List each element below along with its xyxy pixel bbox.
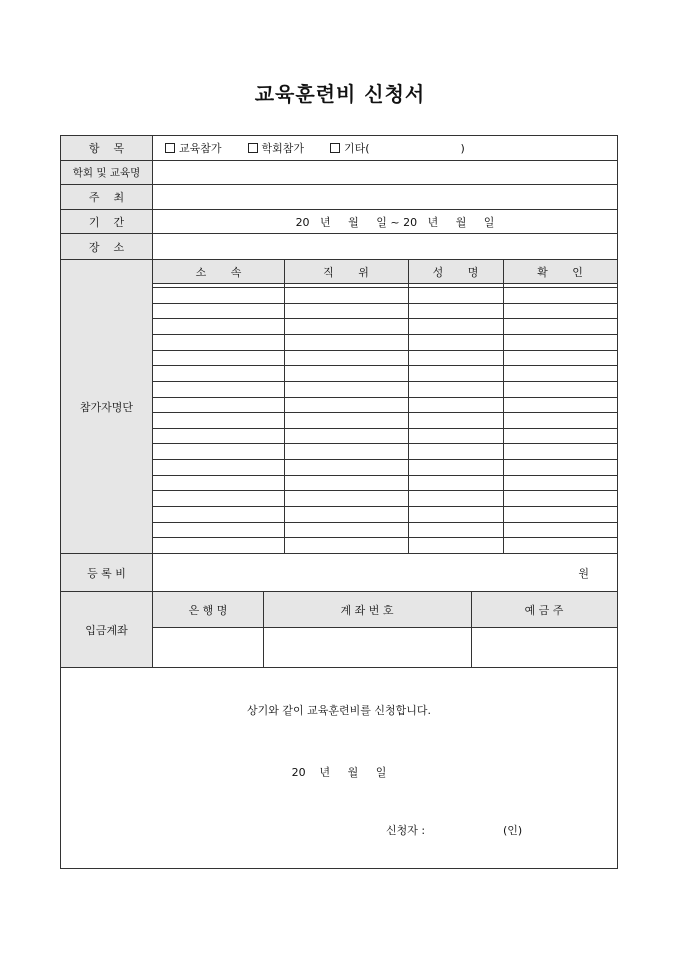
table-row[interactable] — [153, 522, 617, 523]
place-label: 장 소 — [61, 234, 153, 259]
place-field[interactable] — [153, 234, 617, 259]
host-row — [61, 185, 617, 210]
participants-label: 참가자명단 — [61, 260, 153, 554]
bank-field[interactable] — [153, 628, 263, 667]
table-row[interactable] — [153, 459, 617, 460]
conference-field[interactable] — [153, 161, 617, 184]
place-row — [61, 234, 617, 260]
table-row[interactable] — [153, 490, 617, 491]
header-account-number: 계 좌 번 호 — [340, 603, 394, 617]
participants-header — [153, 260, 617, 284]
checkbox-icon[interactable] — [165, 143, 175, 153]
seal-mark: (인) — [503, 824, 523, 837]
table-row[interactable] — [153, 381, 617, 382]
header-bank: 은 행 명 — [188, 603, 228, 617]
table-row[interactable] — [153, 287, 617, 288]
declaration — [61, 668, 617, 868]
page-title: 교육훈련비 신청서 — [254, 82, 426, 106]
registration-row — [61, 554, 617, 592]
header-depositor: 예 금 주 — [524, 603, 564, 617]
table-row[interactable] — [153, 334, 617, 335]
period-field[interactable] — [153, 210, 617, 233]
participants-table — [153, 260, 617, 554]
checkbox-education[interactable]: 교육참가 — [153, 140, 222, 156]
item-label: 항 목 — [61, 136, 153, 160]
checkbox-icon[interactable] — [248, 143, 258, 153]
account-header — [153, 592, 617, 628]
host-label: 주 최 — [61, 185, 153, 209]
account-number-field[interactable] — [263, 628, 471, 667]
header-affiliation: 소 속 — [195, 265, 242, 279]
depositor-field[interactable] — [471, 628, 617, 667]
applicant-label: 신청자 : — [386, 824, 426, 837]
account-row — [61, 592, 617, 668]
table-row[interactable] — [153, 303, 617, 304]
table-row[interactable] — [153, 318, 617, 319]
header-name: 성 명 — [432, 265, 479, 279]
won-unit: 원 — [578, 566, 589, 580]
application-form — [60, 135, 618, 869]
registration-label: 등 록 비 — [61, 554, 153, 591]
host-field[interactable] — [153, 185, 617, 209]
item-row — [61, 136, 617, 161]
table-row[interactable] — [153, 365, 617, 366]
period-label: 기 간 — [61, 210, 153, 233]
table-row[interactable] — [153, 412, 617, 413]
declaration-date: 20 년 월 일 — [291, 766, 387, 779]
period-row — [61, 210, 617, 234]
table-row[interactable] — [153, 443, 617, 444]
item-options — [153, 136, 617, 160]
header-confirm: 확 인 — [537, 265, 583, 279]
header-position: 직 위 — [323, 265, 369, 279]
checkbox-icon[interactable] — [330, 143, 340, 153]
table-row[interactable] — [153, 506, 617, 507]
table-row[interactable] — [153, 537, 617, 538]
table-row[interactable] — [153, 350, 617, 351]
table-row[interactable] — [153, 428, 617, 429]
checkbox-conference[interactable]: 학회참가 — [236, 140, 305, 156]
conference-row — [61, 161, 617, 185]
table-row[interactable] — [153, 475, 617, 476]
registration-field[interactable] — [153, 554, 617, 591]
checkbox-other[interactable]: 기타( ) — [318, 140, 465, 156]
account-label: 입금계좌 — [61, 592, 153, 667]
declaration-statement: 상기와 같이 교육훈련비를 신청합니다. — [246, 704, 431, 717]
conference-label: 학회 및 교육명 — [61, 161, 153, 184]
period-value: 20 년 월 일 ~ 20 년 월 일 — [295, 215, 495, 229]
table-row[interactable] — [153, 397, 617, 398]
